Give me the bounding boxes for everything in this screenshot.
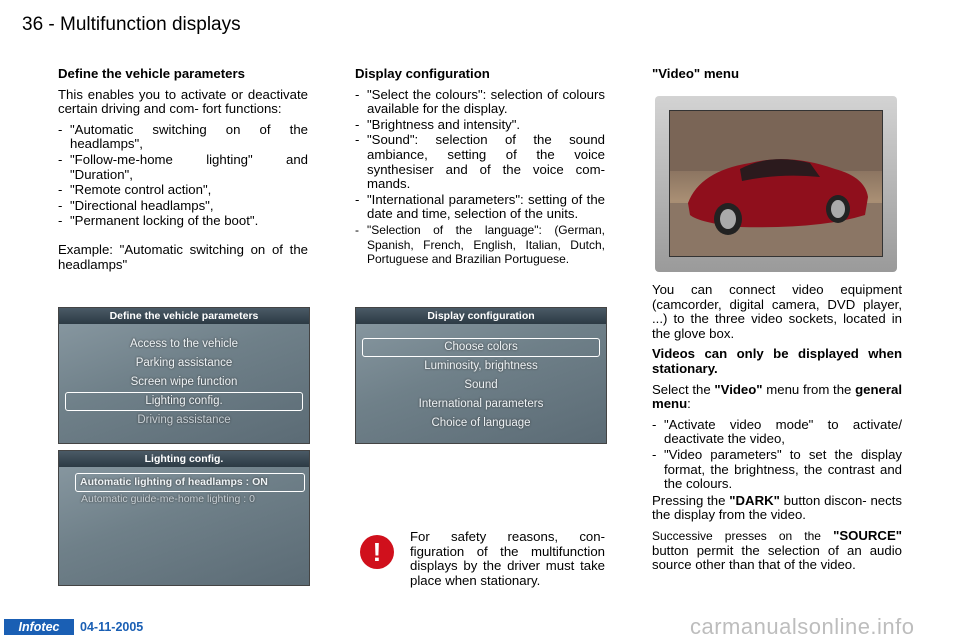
video-display-bezel <box>655 96 897 272</box>
list-item: - "Follow-me-home lighting" and "Duration", <box>58 153 308 182</box>
video-menu-text <box>652 283 902 579</box>
list-item: - "Automatic switching on of the headlamps", <box>58 123 308 152</box>
video-warning: Videos can only be displayed when stationary. <box>652 346 902 376</box>
section-heading: "Video" menu <box>652 66 740 81</box>
menu-item: International parameters <box>418 398 544 410</box>
page-title: 36 - Multifunction displays <box>22 14 241 35</box>
menu-item-selected: Lighting config. <box>65 392 303 411</box>
menu-item: Access to the vehicle <box>129 338 239 350</box>
list-item: - "Sound": selection of the sound ambiance, setting of the voice synthesiser and of the voice com- mands. <box>355 133 605 191</box>
dark-button-text: Pressing the "DARK" button discon- nects the display from the video. <box>652 492 902 523</box>
list-item: - "Activate video mode" to activate/ deactivate the video, <box>652 418 902 447</box>
screen-title: Define the vehicle parameters <box>59 308 309 324</box>
menu-item: Driving assistance <box>137 414 231 426</box>
warning-exclamation-icon: ! <box>360 535 394 569</box>
list-item: - "Permanent locking of the boot". <box>58 214 308 229</box>
column-video-menu <box>652 67 902 88</box>
footer-date: 04-11-2005 <box>80 620 144 634</box>
list-item: - "Brightness and intensity". <box>355 118 605 133</box>
video-options-list <box>652 418 902 492</box>
example-text: Example: "Automatic switching on of the headlamps" <box>58 241 308 272</box>
menu-item: Automatic guide-me-home lighting : 0 <box>81 493 255 505</box>
function-list <box>58 123 308 229</box>
list-item: - "Select the colours": selection of colours available for the display. <box>355 88 605 117</box>
list-item: - "Selection of the language": (German, Spanish, French, English, Italian, Dutch, Portuguese and Brazilian Portuguese. <box>355 223 605 267</box>
safety-warning: For safety reasons, con- figuration of the multifunction displays by the driver must take place when stationary. <box>410 529 605 588</box>
menu-item: Parking assistance <box>135 357 233 369</box>
menu-item: Sound <box>464 379 498 391</box>
watermark: carmanualsonline.info <box>690 614 915 639</box>
source-button-text: Successive presses on the "SOURCE" button permit the selection of an audio source other than that of the video. <box>652 527 902 573</box>
menu-item-selected: Automatic lighting of headlamps : ON <box>75 473 305 492</box>
screen-title: Lighting config. <box>59 451 309 467</box>
list-item: - "Directional headlamps", <box>58 199 308 214</box>
screen-display-configuration <box>355 307 607 444</box>
car-icon <box>670 111 882 256</box>
video-select: Select the "Video" menu from the general menu: <box>652 381 902 412</box>
menu-item-selected: Choose colors <box>362 338 600 357</box>
list-item: - "International parameters": setting of the date and time, selection of the units. <box>355 193 605 222</box>
menu-item: Luminosity, brightness <box>424 360 538 372</box>
video-intro: You can connect video equipment (camcorder, digital camera, DVD player, ...) to the three video sockets, located in the glove box. <box>652 282 902 341</box>
section-heading: Define the vehicle parameters <box>58 66 245 81</box>
list-item: - "Remote control action", <box>58 183 308 198</box>
config-list <box>355 88 605 267</box>
column-define-parameters <box>58 67 308 278</box>
list-item: - "Video parameters" to set the display format, the brightness, the contrast and the colours. <box>652 448 902 492</box>
video-screen-car-image <box>669 110 883 257</box>
section-heading: Display configuration <box>355 66 490 81</box>
intro-text: This enables you to activate or deactivate certain driving and com- fort functions: <box>58 86 308 117</box>
screen-title: Display configuration <box>356 308 606 324</box>
menu-item: Choice of language <box>431 417 531 429</box>
column-display-configuration <box>355 67 605 268</box>
infotec-logo: Infotec <box>4 619 74 635</box>
menu-item: Screen wipe function <box>130 376 238 388</box>
screen-define-parameters <box>58 307 310 444</box>
screen-lighting-config <box>58 450 310 586</box>
